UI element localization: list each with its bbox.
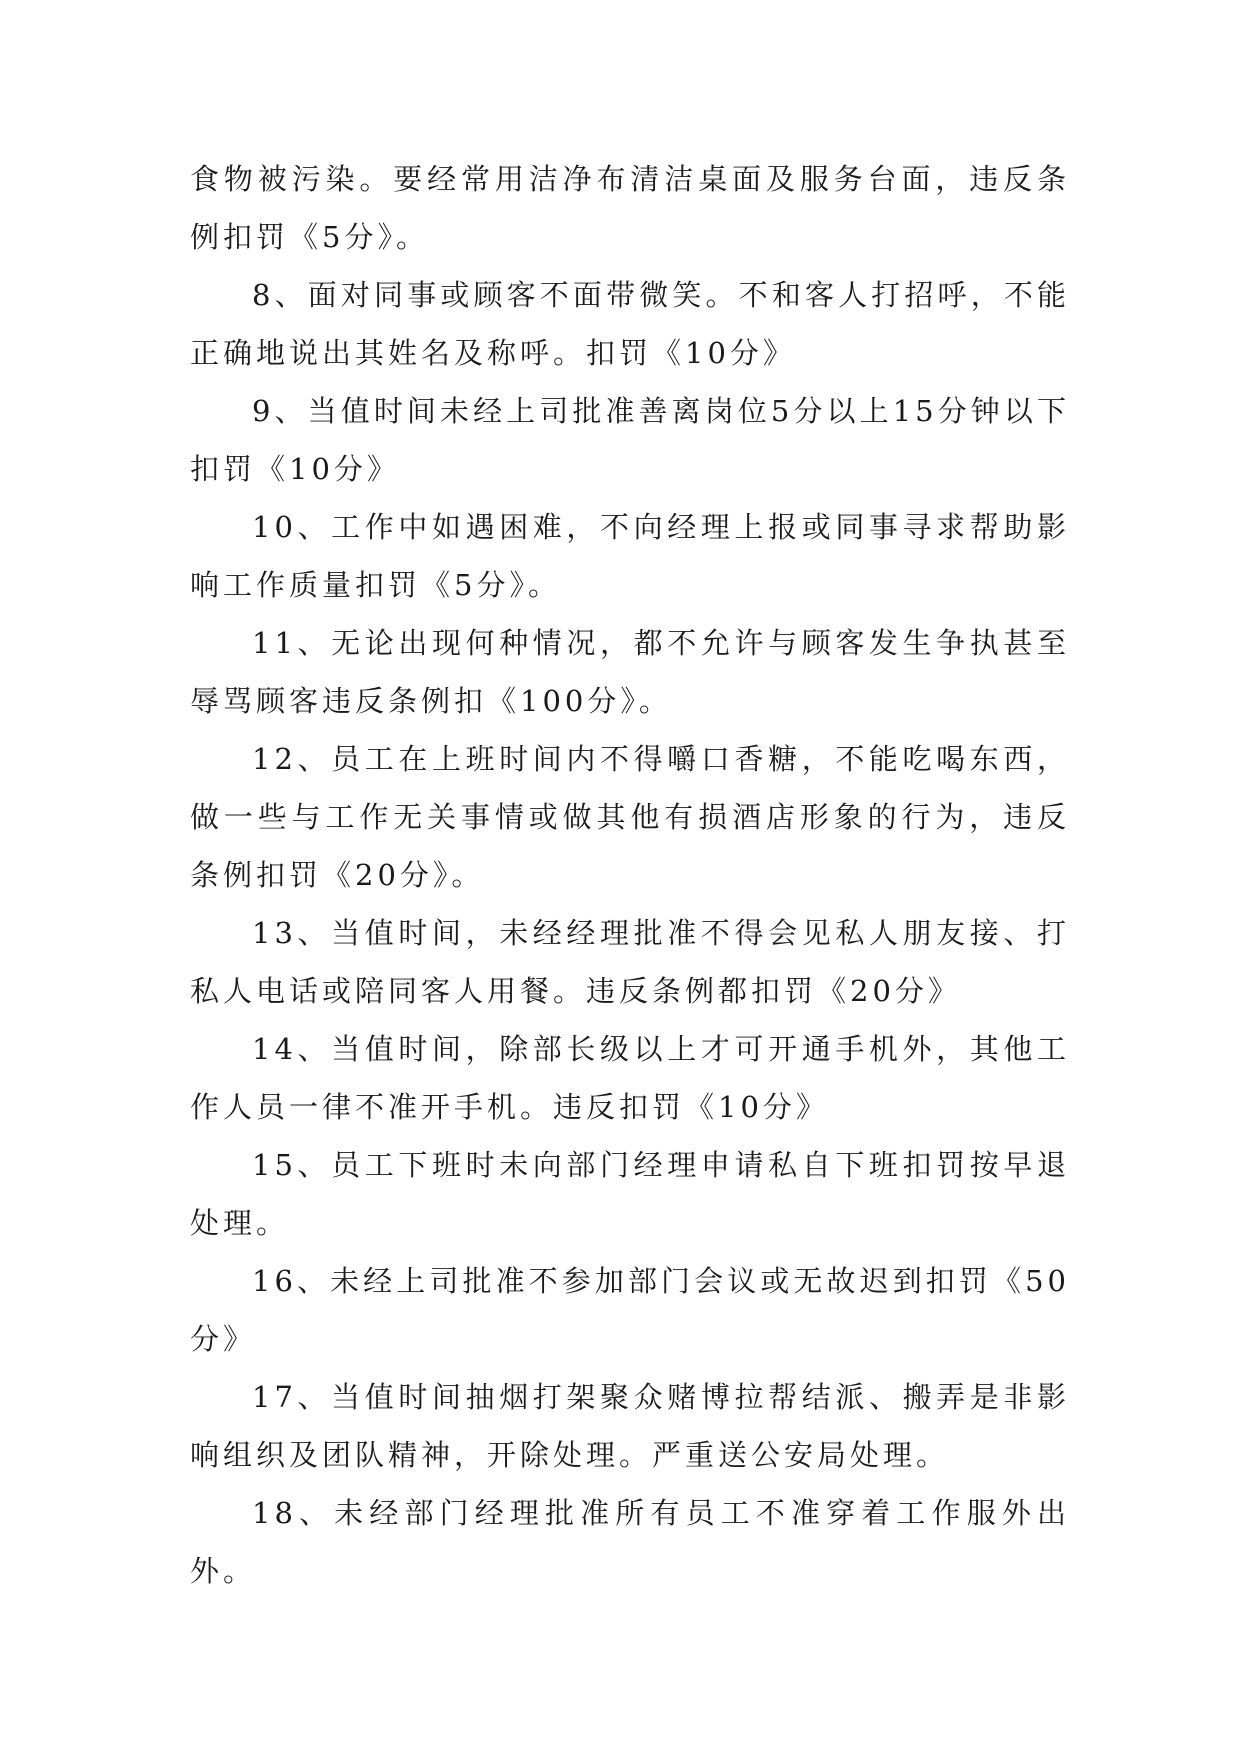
paragraph-rule-9: 9、当值时间未经上司批准善离岗位5分以上15分钟以下扣罚《10分》	[190, 394, 1070, 486]
paragraph-rule-18: 18、未经部门经理批准所有员工不准穿着工作服外出外。	[190, 1496, 1070, 1588]
paragraph-rule-12: 12、员工在上班时间内不得嚼口香糖，不能吃喝东西，做一些与工作无关事情或做其他有损酒店形象的行为，违反条例扣罚《20分》。	[190, 742, 1070, 892]
paragraph-continuation: 食物被污染。要经常用洁净布清洁桌面及服务台面，违反条例扣罚《5分》。	[190, 162, 1070, 254]
paragraph-rule-17: 17、当值时间抽烟打架聚众赌博拉帮结派、搬弄是非影响组织及团队精神，开除处理。严重送公安局处理。	[190, 1380, 1070, 1472]
document-body	[190, 150, 1070, 1600]
paragraph-rule-14: 14、当值时间，除部长级以上才可开通手机外，其他工作人员一律不准开手机。违反扣罚《10分》	[190, 1032, 1070, 1124]
paragraph-rule-13: 13、当值时间，未经经理批准不得会见私人朋友接、打私人电话或陪同客人用餐。违反条例都扣罚《20分》	[190, 916, 1070, 1008]
paragraph-rule-8: 8、面对同事或顾客不面带微笑。不和客人打招呼，不能正确地说出其姓名及称呼。扣罚《10分》	[190, 278, 1070, 370]
paragraph-rule-11: 11、无论出现何种情况，都不允许与顾客发生争执甚至辱骂顾客违反条例扣《100分》。	[190, 626, 1070, 718]
paragraph-rule-10: 10、工作中如遇困难，不向经理上报或同事寻求帮助影响工作质量扣罚《5分》。	[190, 510, 1070, 602]
paragraph-rule-15: 15、员工下班时未向部门经理申请私自下班扣罚按早退处理。	[190, 1148, 1070, 1240]
paragraph-rule-16: 16、未经上司批准不参加部门会议或无故迟到扣罚《50分》	[190, 1264, 1070, 1356]
